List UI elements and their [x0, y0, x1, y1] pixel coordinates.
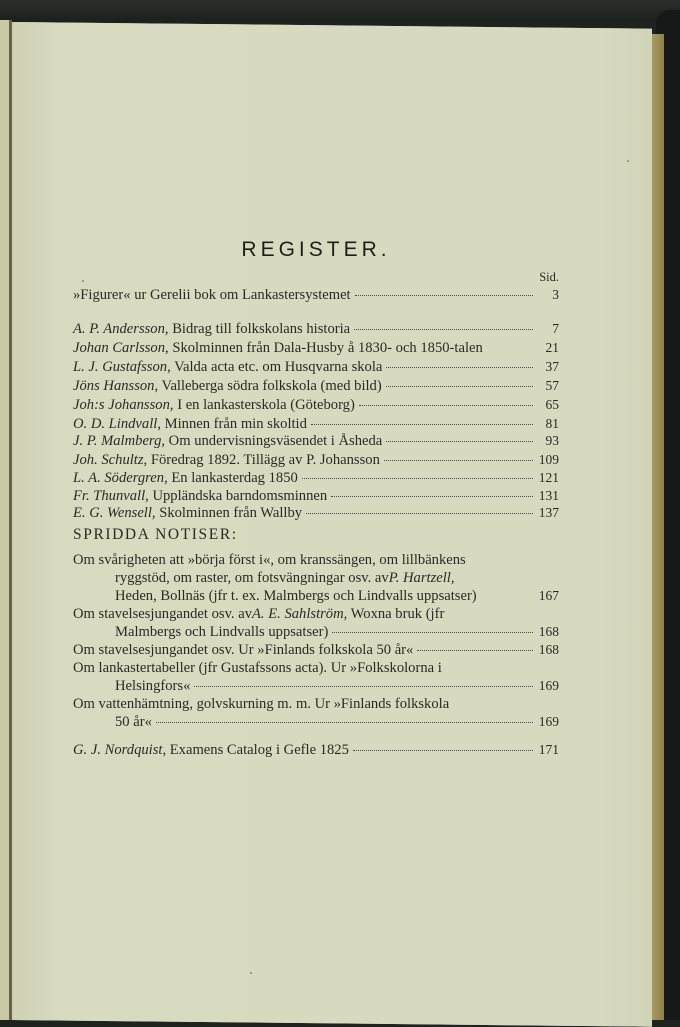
notis-entry — [73, 551, 559, 606]
dot-leader — [353, 750, 533, 751]
notis-text: Om stavelsesjungandet osv. av — [73, 606, 253, 622]
toc-entry — [73, 377, 559, 395]
dot-leader — [311, 424, 533, 425]
page-column-label: Sid. — [539, 270, 559, 284]
entry-author: Fr. Thunvall — [73, 488, 146, 504]
entry-title: , I en lankasterskola (Göteborg) — [169, 397, 355, 413]
dot-leader — [359, 405, 533, 406]
entry-author: J. P. Malmberg — [73, 433, 162, 449]
entry-page-number: 3 — [552, 287, 559, 302]
entry-page-number: 65 — [545, 397, 559, 412]
entry-page-number: 131 — [538, 488, 559, 503]
entry-page-number: 37 — [545, 359, 559, 374]
entry-page-number: 93 — [545, 433, 559, 448]
entry-title: , Valda acta etc. om Husqvarna skola — [167, 359, 383, 375]
toc-entry — [73, 358, 559, 376]
entry-author: E. G. Wensell — [73, 505, 152, 521]
notis-text: 50 år« — [115, 714, 152, 731]
section-heading-notiser: SPRIDDA NOTISER: — [73, 526, 238, 543]
dot-leader — [194, 686, 533, 687]
entry-author: Jöns Hansson — [73, 378, 155, 394]
entry-page-number: 109 — [538, 452, 559, 467]
notis-text: Om lankastertabeller (jfr Gustafssons acta). Ur »Folkskolorna i — [73, 660, 442, 676]
entry-page-number: 137 — [538, 505, 559, 520]
book-page — [12, 22, 652, 1027]
entry-title: , Bidrag till folkskolans historia — [164, 321, 351, 337]
entry-title: , Minnen från min skoltid — [157, 416, 307, 432]
toc-entry — [73, 415, 559, 433]
entry-page-number: 169 — [538, 678, 559, 694]
notis-text: ryggstöd, om raster, om fotsvängningar osv. av — [115, 570, 389, 587]
toc-entry — [73, 487, 559, 505]
toc-entry — [73, 432, 559, 450]
entry-page-number: 7 — [552, 321, 559, 336]
paper-speck — [627, 160, 629, 162]
entry-page-number: 169 — [538, 714, 559, 730]
dot-leader — [302, 478, 533, 479]
entry-page-number: 168 — [538, 624, 559, 640]
entry-author: A. P. Andersson — [73, 321, 165, 337]
dot-leader — [355, 295, 533, 296]
entry-author: G. J. Nordquist — [73, 742, 163, 758]
notis-text: , Woxna bruk (jfr — [343, 606, 445, 622]
toc-entry — [73, 396, 559, 414]
dot-leader — [386, 367, 533, 368]
notis-text: Helsingfors« — [115, 678, 191, 695]
entry-author: Joh:s Johansson — [73, 397, 170, 413]
dot-leader — [384, 460, 533, 461]
toc-entry — [73, 504, 559, 522]
scanner-background-top — [0, 0, 680, 22]
page-stack-edge — [652, 34, 664, 1020]
entry-author: L. J. Gustafsson — [73, 359, 168, 375]
notis-author: P. Hartzell, — [388, 570, 455, 587]
notis-text: Malmbergs och Lindvalls uppsatser) — [115, 624, 329, 641]
entry-author: O. D. Lindvall — [73, 416, 158, 432]
toc-entry-final — [73, 741, 559, 759]
entry-title: , Om undervisningsväsendet i Åsheda — [161, 433, 383, 449]
dot-leader — [386, 386, 533, 387]
dot-leader — [417, 650, 533, 651]
entry-page-number: 21 — [545, 340, 559, 355]
entry-page-number: 167 — [538, 588, 559, 604]
entry-title: , Skolminnen från Dala-Husby å 1830- och 1850-talen — [165, 340, 483, 356]
notis-entry — [73, 659, 559, 695]
entry-title: , En lankasterdag 1850 — [164, 470, 298, 486]
toc-entry-intro — [73, 286, 559, 304]
entry-author: L. A. Södergren — [73, 470, 165, 486]
paper-speck — [82, 280, 84, 282]
page-title: REGISTER. — [241, 238, 391, 261]
entry-title: , Skolminnen från Wallby — [151, 505, 303, 521]
notis-text: Om vattenhämtning, golvskurning m. m. Ur »Finlands folkskola — [73, 696, 450, 712]
entry-page-number: 57 — [545, 378, 559, 393]
dot-leader — [331, 496, 533, 497]
entry-author: Joh. Schultz — [73, 452, 144, 468]
entry-title: , Examens Catalog i Gefle 1825 — [162, 742, 349, 758]
dot-leader — [156, 722, 533, 723]
toc-entry — [73, 469, 559, 487]
notis-text: Om svårigheten att »börja först i«, om kranssängen, om lillbänkens — [73, 552, 466, 568]
notis-entry — [73, 695, 559, 731]
dot-leader — [332, 632, 533, 633]
entry-title: , Valleberga södra folkskola (med bild) — [154, 378, 382, 394]
entry-title: , Föredrag 1892. Tillägg av P. Johansson — [143, 452, 380, 468]
dot-leader — [386, 441, 533, 442]
notis-entry — [73, 641, 559, 659]
notis-text: Heden, Bollnäs (jfr t. ex. Malmbergs och Lindvalls uppsatser) — [115, 588, 477, 605]
book-spine-binding — [9, 20, 12, 1020]
toc-entry — [73, 451, 559, 469]
paper-speck — [250, 972, 252, 974]
entry-page-number: 81 — [545, 416, 559, 431]
entry-title: , Uppländska barndomsminnen — [145, 488, 328, 504]
dot-leader — [354, 329, 533, 330]
entry-title: »Figurer« ur Gerelii bok om Lankastersystemet — [73, 287, 351, 303]
entry-page-number: 168 — [538, 642, 559, 657]
notis-entry — [73, 605, 559, 641]
dot-leader — [306, 513, 533, 514]
entry-page-number: 121 — [538, 470, 559, 485]
notis-author: A. E. Sahlström — [252, 606, 344, 622]
toc-entry — [73, 339, 559, 357]
entry-author: Johan Carlsson — [73, 340, 166, 356]
toc-entry — [73, 320, 559, 338]
notis-text: Om stavelsesjungandet osv. Ur »Finlands folkskola 50 år« — [73, 642, 414, 658]
entry-page-number: 171 — [538, 742, 559, 757]
